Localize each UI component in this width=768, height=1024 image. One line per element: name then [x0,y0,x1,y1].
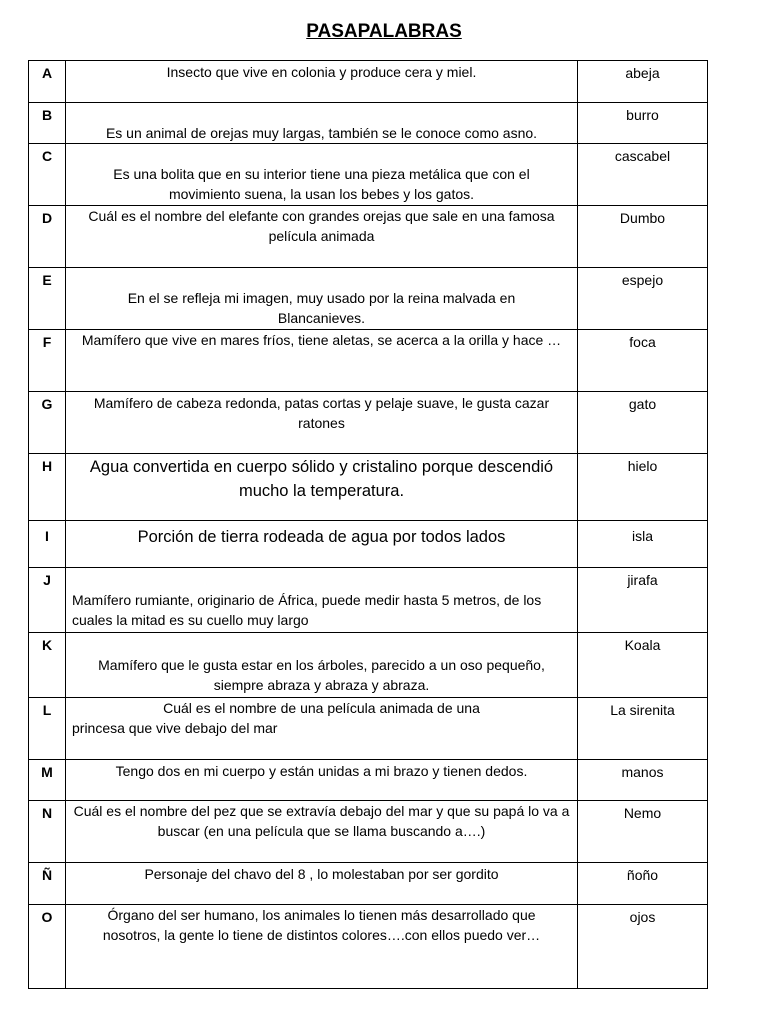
table-row [29,568,708,633]
row-letter: F [29,330,66,392]
row-answer: Koala [578,633,708,698]
row-answer: abeja [578,61,708,103]
table-row [29,206,708,268]
row-letter: B [29,103,66,144]
row-clue: Mamífero que le gusta estar en los árboles, parecido a un oso pequeño, siempre abraza y abraza y abraza. [66,633,578,698]
table-row [29,698,708,760]
table-row [29,61,708,103]
row-letter: L [29,698,66,760]
row-answer: isla [578,521,708,568]
row-letter: N [29,801,66,863]
row-answer: Dumbo [578,206,708,268]
table-row [29,103,708,144]
table-row [29,760,708,801]
row-answer: ñoño [578,863,708,905]
row-answer: espejo [578,268,708,330]
page-title: PASAPALABRAS [306,21,462,42]
row-letter: I [29,521,66,568]
row-clue: Cuál es el nombre del elefante con grandes orejas que sale en una famosa película animada [66,206,578,268]
row-clue: Es un animal de orejas muy largas, también se le conoce como asno. [66,103,578,144]
row-clue: Mamífero rumiante, originario de África, puede medir hasta 5 metros, de los cuales la mitad es su cuello muy largo [66,568,578,633]
row-clue: En el se refleja mi imagen, muy usado por la reina malvada en Blancanieves. [66,268,578,330]
row-answer: ojos [578,905,708,989]
table-row [29,268,708,330]
row-letter: J [29,568,66,633]
row-answer: cascabel [578,144,708,206]
row-answer: Nemo [578,801,708,863]
row-clue: Mamífero que vive en mares fríos, tiene aletas, se acerca a la orilla y hace … [66,330,578,392]
row-answer: La sirenita [578,698,708,760]
row-letter: H [29,454,66,521]
row-clue: Es una bolita que en su interior tiene una pieza metálica que con el movimiento suena, la usan los bebes y los gatos. [66,144,578,206]
row-letter: C [29,144,66,206]
row-letter: O [29,905,66,989]
row-letter: K [29,633,66,698]
row-letter: E [29,268,66,330]
row-letter: M [29,760,66,801]
table-row [29,633,708,698]
row-clue: Agua convertida en cuerpo sólido y cristalino porque descendió mucho la temperatura. [66,454,578,521]
row-answer: hielo [578,454,708,521]
table-row [29,801,708,863]
row-answer: gato [578,392,708,454]
row-clue: Órgano del ser humano, los animales lo tienen más desarrollado que nosotros, la gente lo tiene de distintos colores….con ellos puedo ver… [66,905,578,989]
table-row [29,144,708,206]
table-row [29,905,708,989]
row-letter: D [29,206,66,268]
table-row [29,454,708,521]
row-clue: Tengo dos en mi cuerpo y están unidas a mi brazo y tienen dedos. [66,760,578,801]
table-row [29,330,708,392]
row-clue: Insecto que vive en colonia y produce cera y miel. [66,61,578,103]
table-row [29,392,708,454]
row-letter: G [29,392,66,454]
row-clue: Mamífero de cabeza redonda, patas cortas y pelaje suave, le gusta cazar ratones [66,392,578,454]
row-clue: Porción de tierra rodeada de agua por todos lados [66,521,578,568]
row-letter: A [29,61,66,103]
row-answer: manos [578,760,708,801]
row-clue: Cuál es el nombre de una película animada de una princesa que vive debajo del mar [66,698,578,760]
row-answer: burro [578,103,708,144]
row-clue: Cuál es el nombre del pez que se extravía debajo del mar y que su papá lo va a buscar (en una película que se llama buscando a….) [66,801,578,863]
row-answer: jirafa [578,568,708,633]
pasapalabras-table [28,60,708,989]
row-answer: foca [578,330,708,392]
row-clue: Personaje del chavo del 8 , lo molestaban por ser gordito [66,863,578,905]
row-letter: Ñ [29,863,66,905]
table-row [29,863,708,905]
table-row [29,521,708,568]
